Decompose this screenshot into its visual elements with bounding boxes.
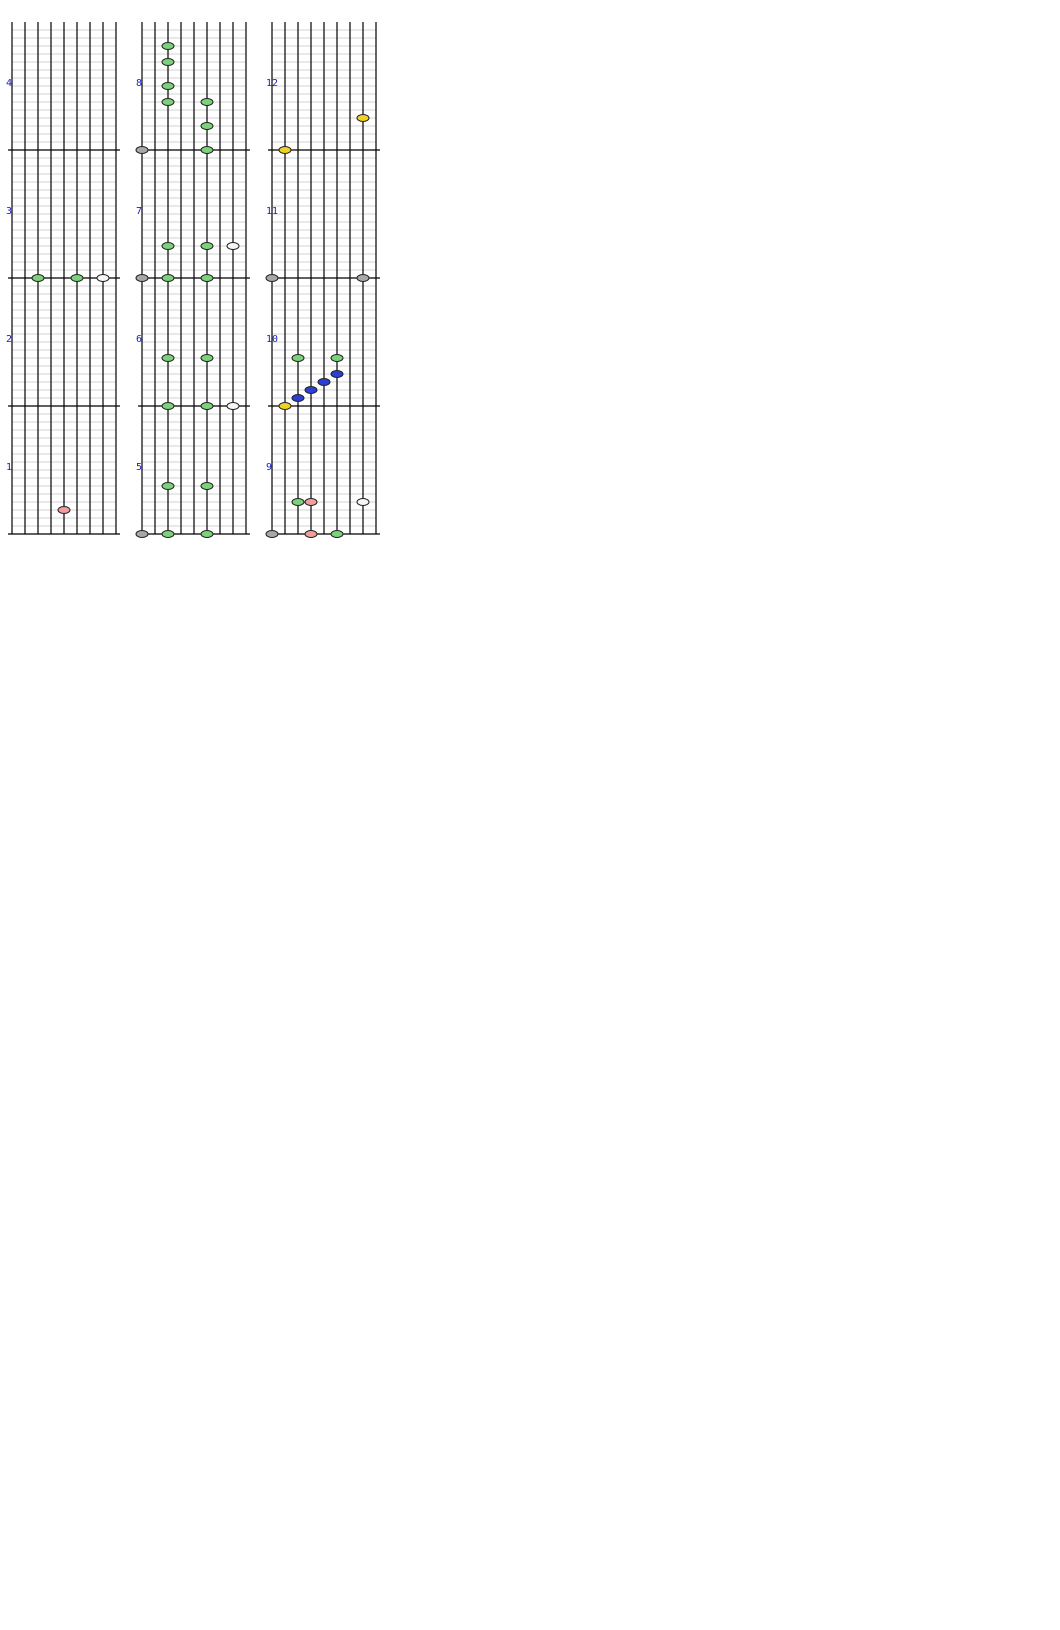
measure-number: 11 [266,206,279,217]
note-blue [305,387,317,394]
note-white [227,403,239,410]
note-green [162,243,174,250]
note-blue [292,395,304,402]
note-green [201,483,213,490]
measure-8 [136,22,250,154]
measure-number: 2 [6,334,13,345]
note-gray [266,531,278,538]
note-green [162,483,174,490]
measure-9 [266,406,380,538]
note-green [201,123,213,130]
note-green [201,243,213,250]
note-yellow [279,403,291,410]
measure-7 [136,150,250,282]
note-white [97,275,109,282]
note-yellow [357,115,369,122]
measure-number: 7 [136,206,143,217]
note-white [227,243,239,250]
measure-11 [266,150,380,282]
measure-number: 9 [266,462,273,473]
note-green [162,43,174,50]
note-gray [357,275,369,282]
note-yellow [279,147,291,154]
note-gray [136,531,148,538]
measure-number: 8 [136,78,143,89]
note-green [292,499,304,506]
note-green [201,403,213,410]
measure-5 [136,406,250,538]
measure-4 [6,22,120,150]
note-green [201,147,213,154]
measure-10 [266,278,380,410]
note-gray [136,275,148,282]
note-green [162,531,174,538]
note-green [162,403,174,410]
measure-number: 1 [6,462,13,473]
measure-number: 6 [136,334,143,345]
note-green [162,99,174,106]
measure-3 [6,150,120,282]
note-gray [266,275,278,282]
note-green [201,355,213,362]
measure-number: 10 [266,334,279,345]
note-pink [58,507,70,514]
note-blue [331,371,343,378]
note-pink [305,499,317,506]
measure-number: 4 [6,78,13,89]
measure-number: 12 [266,78,279,89]
note-green [162,83,174,90]
measure-6 [136,278,250,410]
note-green [32,275,44,282]
note-green [162,355,174,362]
note-green [331,531,343,538]
note-gray [136,147,148,154]
note-green [201,531,213,538]
note-green [162,59,174,66]
note-green [201,99,213,106]
note-green [331,355,343,362]
measure-2 [6,278,120,406]
measure-number: 5 [136,462,143,473]
note-green [201,275,213,282]
note-green [162,275,174,282]
note-white [357,499,369,506]
note-blue [318,379,330,386]
measure-number: 3 [6,206,13,217]
measure-1 [6,406,120,534]
note-green [71,275,83,282]
note-pink [305,531,317,538]
measure-12 [266,22,380,154]
note-green [292,355,304,362]
